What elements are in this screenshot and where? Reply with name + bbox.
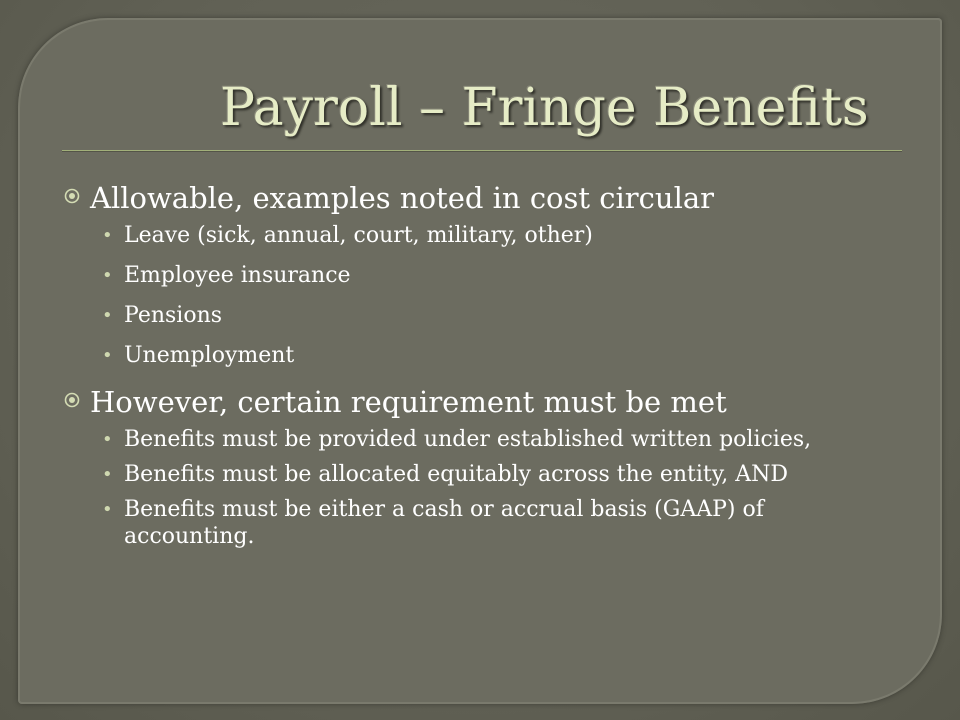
sub-bullet-allocated-equitably [62, 461, 882, 488]
sub-bullet-text: Pensions [124, 303, 223, 328]
circled-dot-icon [64, 392, 80, 408]
sub-bullet-text: Employee insurance [124, 263, 351, 288]
small-dot-icon: • [102, 265, 113, 286]
bullet-text: Allowable, examples noted in cost circular [90, 181, 714, 215]
small-dot-icon: • [102, 305, 113, 326]
sub-bullet-insurance [62, 262, 882, 289]
sub-bullet-accounting-basis [62, 496, 882, 550]
sub-bullet-pensions [62, 302, 882, 329]
sub-bullet-text: Unemployment [124, 343, 295, 368]
slide-title: Payroll – Fringe Benefits [220, 78, 869, 138]
small-dot-icon: • [102, 345, 113, 366]
sub-bullet-text: Benefits must be allocated equitably across the entity, AND [124, 462, 789, 487]
bullet-requirements [62, 382, 882, 422]
bullet-text: However, certain requirement must be met [90, 385, 727, 419]
title-divider [62, 150, 902, 151]
sub-bullet-text: Benefits must be either a cash or accrual basis (GAAP) of accounting. [124, 497, 764, 549]
small-dot-icon: • [102, 464, 113, 485]
circled-dot-icon [64, 188, 80, 204]
sub-bullet-unemployment [62, 342, 882, 369]
sub-bullet-written-policies [62, 426, 882, 453]
sub-bullet-leave [62, 222, 882, 249]
small-dot-icon: • [102, 499, 113, 520]
slide-body [62, 178, 882, 558]
bullet-allowable [62, 178, 882, 218]
sub-bullet-text: Leave (sick, annual, court, military, other) [124, 223, 593, 248]
small-dot-icon: • [102, 225, 113, 246]
sub-bullet-text: Benefits must be provided under established written policies, [124, 427, 812, 452]
small-dot-icon: • [102, 429, 113, 450]
